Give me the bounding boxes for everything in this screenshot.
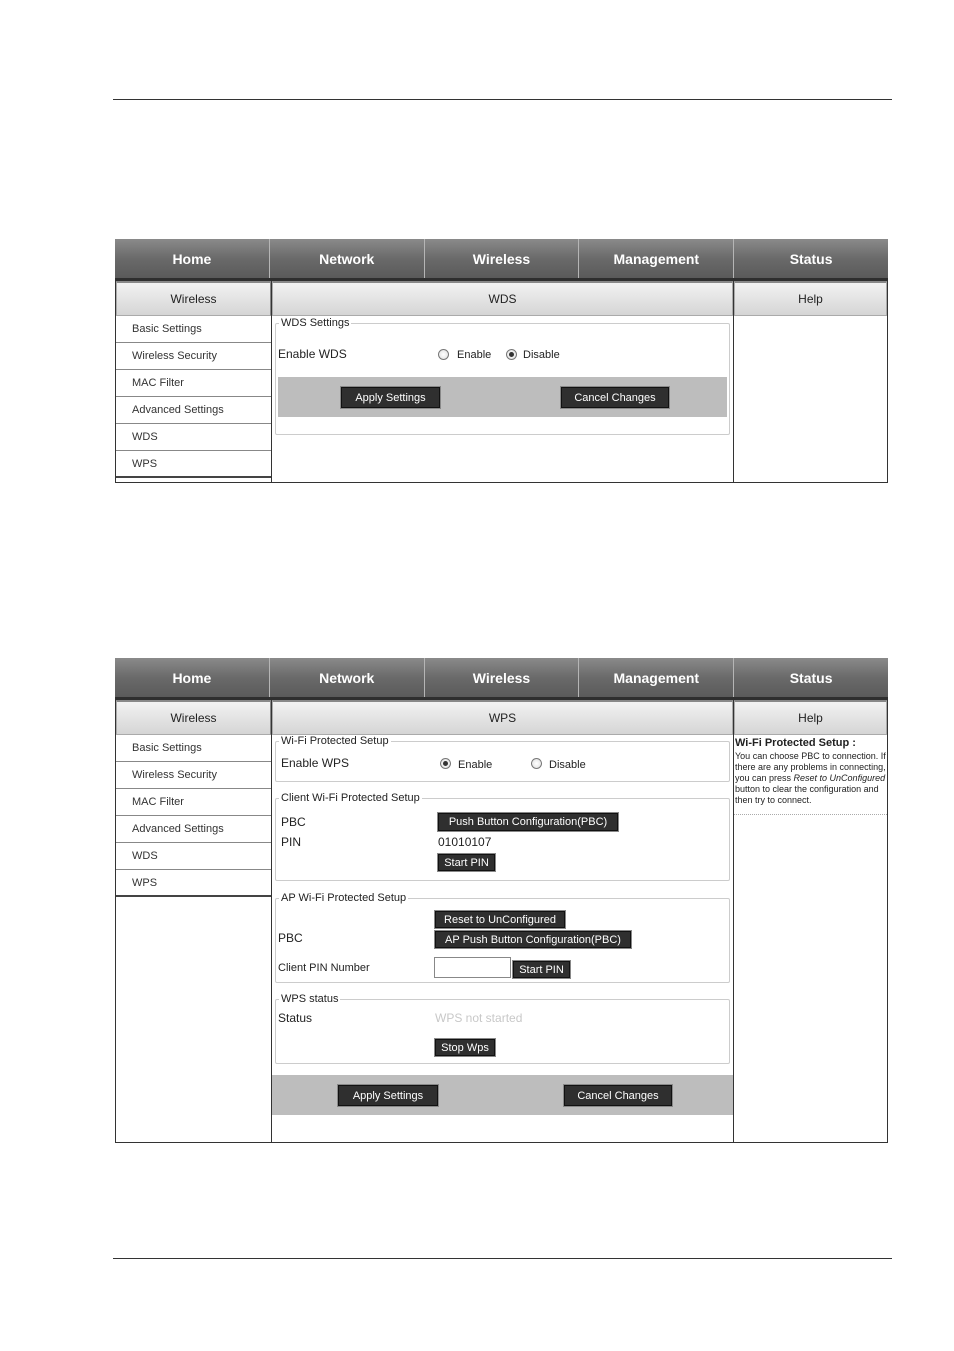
wds-settings-legend: WDS Settings	[281, 317, 350, 329]
reset-to-unconfigured-button[interactable]: Reset to UnConfigured	[435, 911, 565, 928]
sidebar-item-mac-filter[interactable]: MAC Filter	[116, 789, 271, 816]
apply-settings-button[interactable]: Apply Settings	[341, 387, 440, 408]
nav-management[interactable]: Management	[579, 658, 734, 697]
ap-wps-legend: AP Wi-Fi Protected Setup	[281, 892, 407, 904]
wps-screenshot	[115, 658, 888, 1143]
sidebar-item-basic-settings[interactable]: Basic Settings	[116, 316, 271, 343]
page-title: WPS	[272, 700, 733, 735]
page-title: WDS	[272, 281, 733, 316]
client-wps-group	[275, 792, 730, 881]
sidebar-item-basic-settings[interactable]: Basic Settings	[116, 735, 271, 762]
help-text-part1: You can choose PBC to connection. If there are any problems in connecting, you can press	[735, 751, 886, 783]
sidebar-item-wps[interactable]: WPS	[116, 451, 271, 478]
help-text	[734, 749, 887, 815]
ap-pbc-label: PBC	[278, 931, 303, 945]
wds-settings-group	[275, 317, 730, 435]
top-nav	[115, 239, 888, 281]
sidebar-item-wps[interactable]: WPS	[116, 870, 271, 897]
wds-disable-radio[interactable]	[506, 349, 517, 360]
sidebar-title: Wireless	[116, 700, 271, 735]
sidebar-item-wireless-security[interactable]: Wireless Security	[116, 343, 271, 370]
pin-value: 01010107	[438, 835, 492, 849]
sidebar	[116, 700, 272, 1142]
pbc-label: PBC	[281, 815, 306, 829]
main-panel	[272, 700, 734, 1142]
sidebar-item-wds[interactable]: WDS	[116, 843, 271, 870]
pin-label: PIN	[281, 835, 302, 849]
wds-disable-label: Disable	[523, 349, 560, 361]
client-start-pin-button[interactable]: Start PIN	[513, 961, 570, 978]
sidebar-item-wireless-security[interactable]: Wireless Security	[116, 762, 271, 789]
wps-setup-legend: Wi-Fi Protected Setup	[281, 735, 389, 747]
enable-wds-label: Enable WDS	[278, 347, 347, 361]
help-text-part2: button to clear the configuration and then try to connect.	[735, 784, 879, 805]
cancel-changes-button[interactable]: Cancel Changes	[561, 387, 669, 408]
help-panel	[734, 700, 887, 1142]
nav-wireless[interactable]: Wireless	[425, 658, 580, 697]
sidebar-item-wds[interactable]: WDS	[116, 424, 271, 451]
footer-rule	[113, 1258, 892, 1259]
header-rule	[113, 99, 892, 100]
help-panel	[734, 281, 887, 482]
nav-status[interactable]: Status	[789, 250, 833, 267]
sidebar-item-mac-filter[interactable]: MAC Filter	[116, 370, 271, 397]
sidebar-title: Wireless	[116, 281, 271, 316]
client-wps-legend: Client Wi-Fi Protected Setup	[281, 792, 420, 804]
main-panel	[272, 281, 734, 482]
wds-enable-radio[interactable]	[438, 349, 449, 360]
help-heading: Wi-Fi Protected Setup :	[735, 737, 856, 749]
apply-settings-button[interactable]: Apply Settings	[338, 1085, 438, 1106]
ap-push-button-configuration-button[interactable]: AP Push Button Configuration(PBC)	[435, 931, 631, 948]
nav-status[interactable]: Status	[789, 669, 833, 686]
wds-screenshot	[115, 239, 888, 483]
wps-disable-radio[interactable]	[531, 758, 542, 769]
client-pin-number-label: Client PIN Number	[278, 962, 370, 974]
help-text-italic: Reset to UnConfigured	[793, 773, 886, 783]
sidebar	[116, 281, 272, 482]
nav-network[interactable]: Network	[270, 239, 425, 278]
client-pin-input[interactable]	[434, 957, 511, 978]
nav-home[interactable]: Home	[115, 239, 270, 278]
sidebar-item-advanced-settings[interactable]: Advanced Settings	[116, 397, 271, 424]
nav-network[interactable]: Network	[270, 658, 425, 697]
top-nav	[115, 658, 888, 700]
status-value: WPS not started	[435, 1011, 523, 1025]
status-label: Status	[278, 1011, 313, 1025]
wps-disable-label: Disable	[549, 759, 586, 771]
cancel-changes-button[interactable]: Cancel Changes	[564, 1085, 672, 1106]
wps-enable-label: Enable	[458, 759, 493, 771]
push-button-configuration-button[interactable]: Push Button Configuration(PBC)	[438, 813, 618, 831]
wds-enable-label: Enable	[457, 349, 492, 361]
help-title: Help	[734, 700, 887, 735]
nav-management[interactable]: Management	[579, 239, 734, 278]
start-pin-button[interactable]: Start PIN	[438, 854, 495, 871]
wps-status-legend: WPS status	[281, 993, 339, 1005]
wps-status-group	[275, 993, 730, 1064]
nav-home[interactable]: Home	[115, 658, 270, 697]
sidebar-item-advanced-settings[interactable]: Advanced Settings	[116, 816, 271, 843]
stop-wps-button[interactable]: Stop Wps	[435, 1039, 495, 1056]
enable-wps-label: Enable WPS	[281, 756, 350, 770]
help-title: Help	[734, 281, 887, 316]
nav-wireless[interactable]: Wireless	[425, 239, 580, 278]
wps-enable-radio[interactable]	[440, 758, 451, 769]
